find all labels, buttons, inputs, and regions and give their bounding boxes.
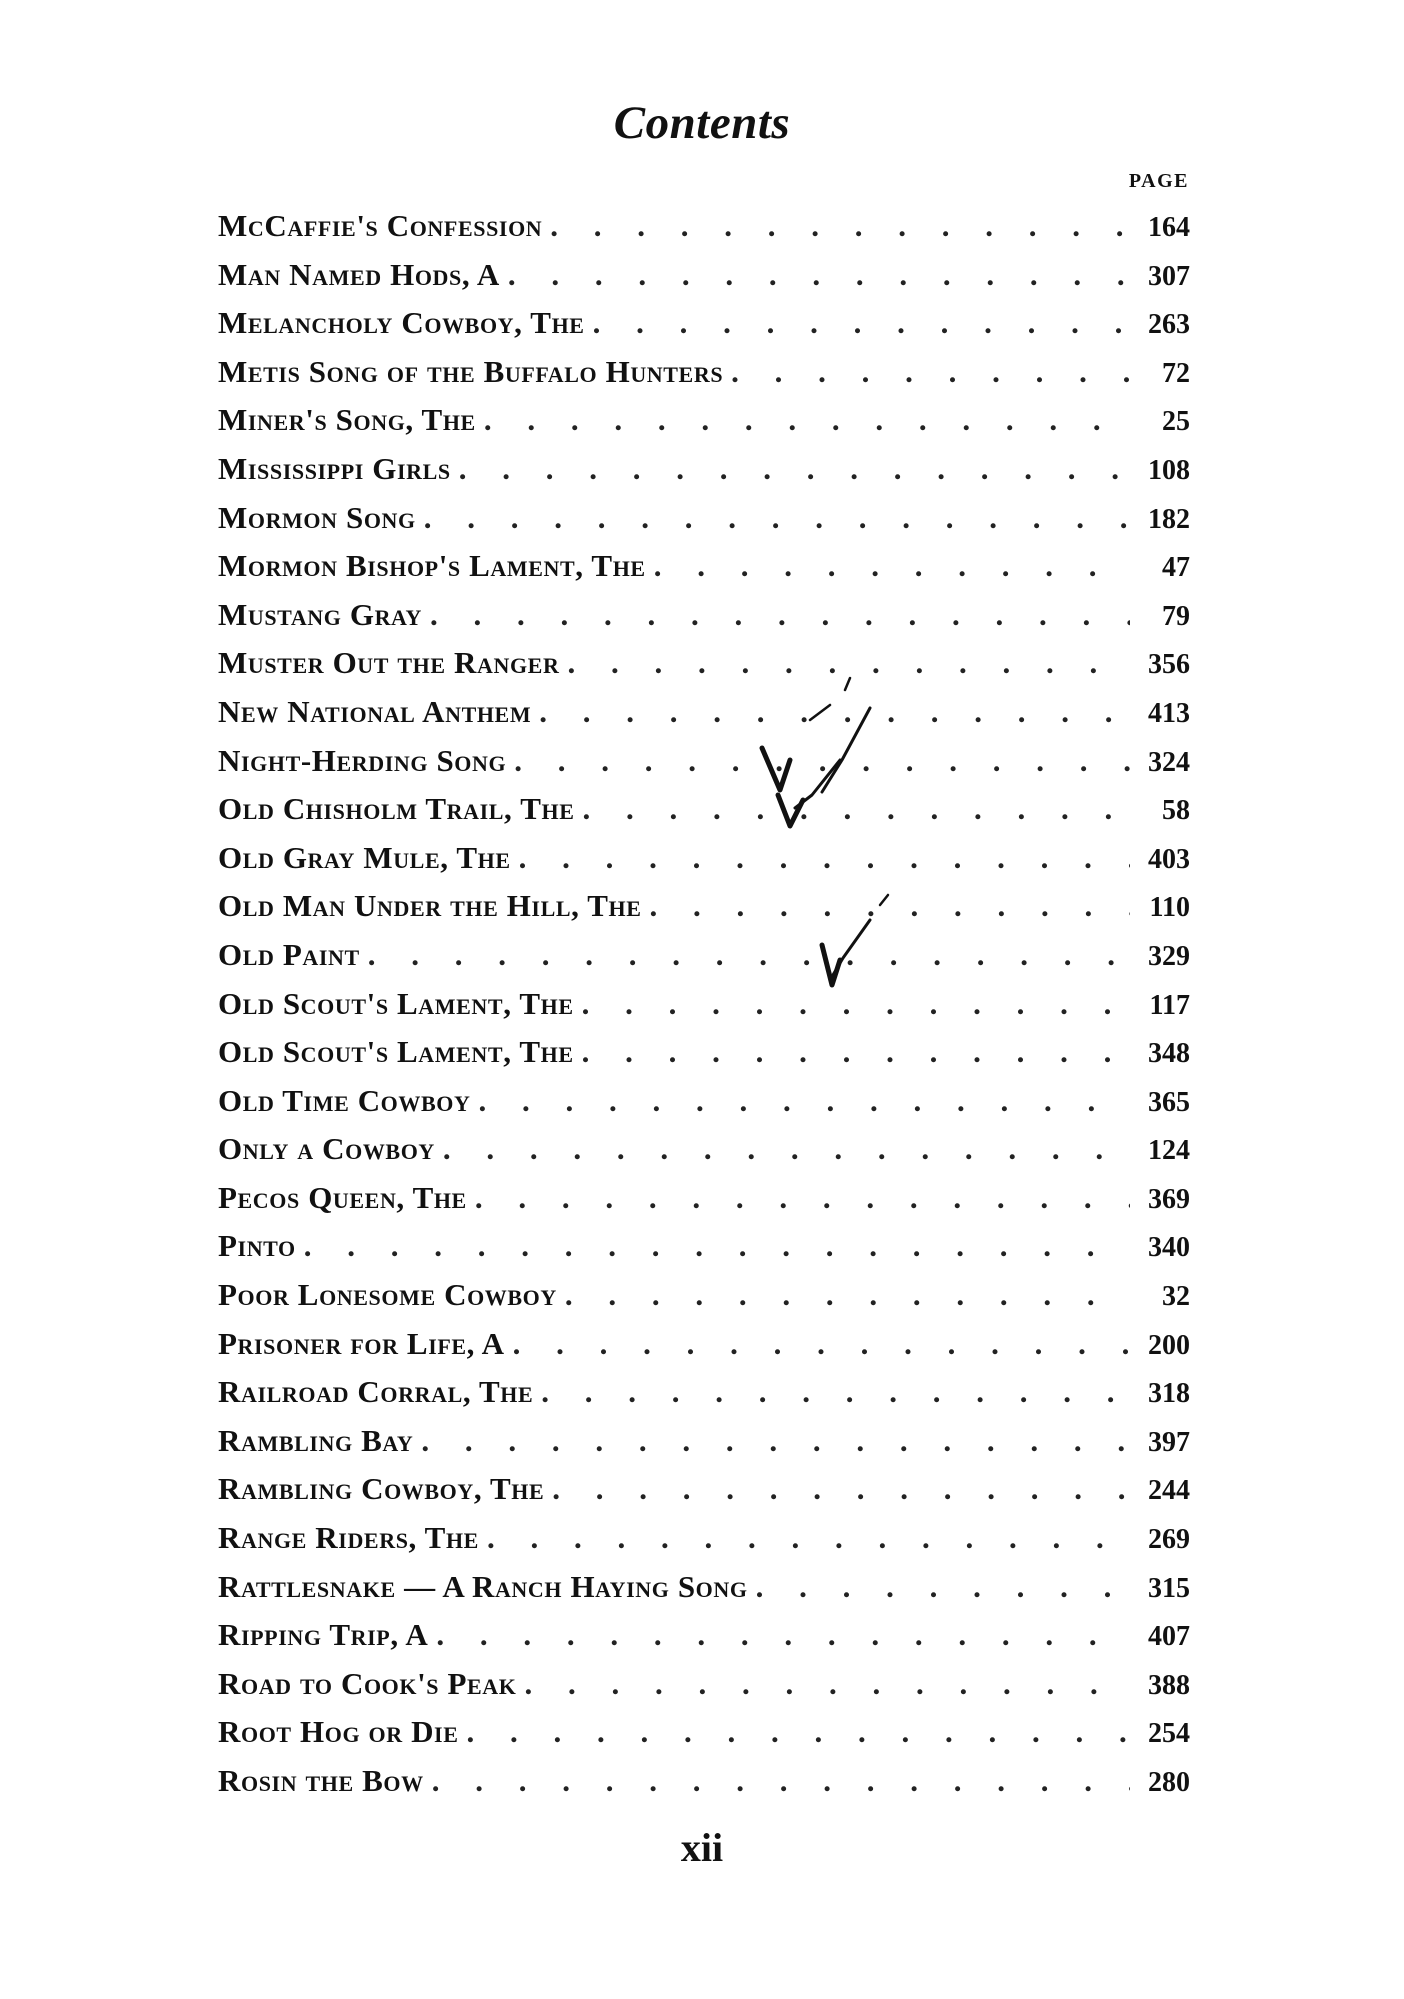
- toc-entry: [218, 396, 1190, 445]
- toc-entry-page-number: 340: [1148, 1232, 1190, 1264]
- toc-entry-page-number: 348: [1148, 1038, 1190, 1070]
- toc-entry-title: Miner's Song, The: [218, 402, 476, 438]
- toc-entry-page-number: 280: [1148, 1767, 1190, 1798]
- toc-entry-title: New National Anthem: [218, 693, 532, 729]
- toc-dot-leader: [756, 1563, 1130, 1612]
- toc-entry-page-number: 164: [1148, 212, 1190, 243]
- toc-entry: [218, 1465, 1190, 1514]
- page-title: Contents: [613, 97, 791, 149]
- toc-dot-leader: [432, 1757, 1130, 1806]
- toc-entry-title: Old Paint: [218, 936, 360, 972]
- toc-entry-page-number: 365: [1148, 1086, 1190, 1118]
- toc-entry: [218, 1028, 1190, 1077]
- toc-dot-leader: [487, 1514, 1130, 1563]
- toc-entry-page-number: 200: [1148, 1329, 1190, 1361]
- toc-entry-title: Pecos Queen, The: [218, 1179, 467, 1215]
- toc-dot-leader: [519, 834, 1130, 883]
- toc-dot-leader: [582, 1028, 1130, 1077]
- toc-entry: [218, 639, 1190, 688]
- toc-entry: [218, 1611, 1190, 1660]
- toc-entry-title: Old Chisholm Trail, The: [218, 791, 575, 827]
- toc-dot-leader: [475, 1174, 1130, 1223]
- toc-entry-title: Rambling Bay: [218, 1422, 414, 1458]
- toc-dot-leader: [424, 494, 1130, 543]
- toc-entry: [218, 1368, 1190, 1417]
- toc-entry: [218, 1757, 1190, 1806]
- toc-dot-leader: [550, 202, 1130, 251]
- toc-entry: [218, 785, 1190, 834]
- toc-entry: [218, 980, 1190, 1029]
- toc-entry: [218, 202, 1190, 251]
- toc-dot-leader: [565, 1271, 1130, 1320]
- table-of-contents: [218, 202, 1190, 1806]
- toc-entry: [218, 299, 1190, 348]
- toc-dot-leader: [467, 1708, 1131, 1757]
- toc-dot-leader: [421, 1417, 1130, 1466]
- toc-entry-page-number: 369: [1148, 1183, 1190, 1215]
- toc-entry-page-number: 269: [1148, 1524, 1190, 1556]
- toc-entry-title: Pinto: [218, 1228, 296, 1264]
- toc-dot-leader: [567, 639, 1130, 688]
- toc-dot-leader: [514, 737, 1130, 786]
- toc-entry-title: Mississippi Girls: [218, 450, 451, 486]
- toc-entry-title: Poor Lonesome Cowboy: [218, 1277, 557, 1313]
- toc-entry-title: Night-Herding Song: [218, 742, 507, 778]
- toc-entry-title: Mormon Song: [218, 499, 416, 535]
- toc-dot-leader: [593, 299, 1130, 348]
- toc-dot-leader: [368, 931, 1130, 980]
- toc-dot-leader: [582, 785, 1130, 834]
- toc-dot-leader: [508, 251, 1130, 300]
- toc-entry-title: Rambling Cowboy, The: [218, 1471, 545, 1507]
- toc-entry-page-number: 32: [1162, 1281, 1190, 1313]
- toc-entry-title: Man Named Hods, A: [218, 256, 500, 292]
- toc-entry-page-number: 407: [1148, 1621, 1190, 1653]
- toc-entry: [218, 348, 1190, 397]
- toc-entry-title: Mustang Gray: [218, 596, 423, 632]
- toc-dot-leader: [478, 1077, 1130, 1126]
- toc-entry: [218, 1563, 1190, 1612]
- toc-dot-leader: [436, 1611, 1130, 1660]
- toc-entry-page-number: 324: [1148, 746, 1190, 778]
- toc-dot-leader: [541, 1368, 1130, 1417]
- toc-entry-page-number: 307: [1148, 260, 1190, 292]
- toc-entry-page-number: 124: [1148, 1135, 1190, 1167]
- toc-entry: [218, 1708, 1190, 1757]
- toc-entry-title: Old Scout's Lament, The: [218, 985, 574, 1021]
- toc-dot-leader: [443, 1125, 1130, 1174]
- toc-entry-title: Melancholy Cowboy, The: [218, 305, 585, 341]
- toc-entry: [218, 834, 1190, 883]
- page-folio: xii: [680, 1825, 724, 1870]
- toc-entry-page-number: 329: [1148, 940, 1190, 972]
- toc-entry: [218, 1222, 1190, 1271]
- toc-entry: [218, 1174, 1190, 1223]
- toc-dot-leader: [459, 445, 1130, 494]
- toc-entry-page-number: 110: [1149, 892, 1190, 924]
- toc-entry-title: Railroad Corral, The: [218, 1374, 534, 1410]
- toc-entry-title: Range Riders, The: [218, 1520, 479, 1556]
- toc-entry-page-number: 397: [1148, 1426, 1190, 1458]
- toc-entry-title: Old Man Under the Hill, The: [218, 888, 642, 924]
- toc-entry: [218, 1514, 1190, 1563]
- toc-entry: [218, 882, 1190, 931]
- toc-entry-page-number: 117: [1149, 989, 1190, 1021]
- toc-entry-page-number: 58: [1162, 795, 1190, 827]
- toc-entry-page-number: 413: [1148, 697, 1190, 729]
- toc-entry-title: Rattlesnake — A Ranch Haying Song: [218, 1568, 748, 1604]
- toc-dot-leader: [430, 591, 1130, 640]
- toc-entry: [218, 1660, 1190, 1709]
- toc-entry-page-number: 315: [1148, 1572, 1190, 1604]
- toc-entry-title: Prisoner for Life, A: [218, 1325, 505, 1361]
- toc-entry-page-number: 182: [1148, 503, 1190, 535]
- toc-entry-page-number: 244: [1148, 1475, 1190, 1507]
- toc-dot-leader: [552, 1465, 1130, 1514]
- toc-entry: [218, 1417, 1190, 1466]
- toc-entry-title: Muster Out the Ranger: [218, 645, 560, 681]
- toc-entry-title: Road to Cook's Peak: [218, 1665, 517, 1701]
- toc-entry-title: McCaffie's Confession: [218, 208, 543, 243]
- toc-entry-page-number: 25: [1162, 406, 1190, 438]
- toc-entry-page-number: 263: [1148, 309, 1190, 341]
- toc-entry-title: Metis Song of the Buffalo Hunters: [218, 353, 724, 389]
- toc-entry-page-number: 47: [1162, 552, 1190, 584]
- toc-dot-leader: [513, 1320, 1130, 1369]
- toc-entry-title: Old Scout's Lament, The: [218, 1034, 574, 1070]
- toc-entry-title: Rosin the Bow: [218, 1763, 424, 1798]
- toc-entry: [218, 737, 1190, 786]
- toc-entry-page-number: 388: [1148, 1669, 1190, 1701]
- toc-entry-page-number: 356: [1148, 649, 1190, 681]
- toc-entry: [218, 591, 1190, 640]
- toc-dot-leader: [539, 688, 1130, 737]
- toc-dot-leader: [650, 882, 1130, 931]
- toc-entry: [218, 251, 1190, 300]
- toc-entry-title: Ripping Trip, A: [218, 1617, 429, 1653]
- toc-entry: [218, 445, 1190, 494]
- page-column-label: PAGE: [1128, 170, 1189, 192]
- toc-entry: [218, 688, 1190, 737]
- toc-entry: [218, 542, 1190, 591]
- toc-entry: [218, 1271, 1190, 1320]
- toc-entry-page-number: 254: [1148, 1718, 1190, 1750]
- toc-entry-page-number: 318: [1148, 1378, 1190, 1410]
- toc-entry: [218, 1125, 1190, 1174]
- toc-entry-title: Mormon Bishop's Lament, The: [218, 548, 646, 584]
- toc-entry: [218, 1320, 1190, 1369]
- toc-dot-leader: [582, 980, 1130, 1029]
- toc-entry: [218, 931, 1190, 980]
- toc-entry-title: Old Time Cowboy: [218, 1082, 471, 1118]
- toc-entry-page-number: 72: [1162, 357, 1190, 389]
- toc-entry-title: Root Hog or Die: [218, 1714, 459, 1750]
- toc-entry-title: Old Gray Mule, The: [218, 839, 511, 875]
- toc-entry-page-number: 108: [1148, 454, 1190, 486]
- toc-dot-leader: [484, 396, 1130, 445]
- toc-entry-title: Only a Cowboy: [218, 1131, 435, 1167]
- toc-entry-page-number: 403: [1148, 843, 1190, 875]
- toc-dot-leader: [525, 1660, 1131, 1709]
- toc-entry: [218, 1077, 1190, 1126]
- toc-entry-page-number: 79: [1162, 600, 1190, 632]
- toc-dot-leader: [304, 1222, 1130, 1271]
- toc-dot-leader: [654, 542, 1130, 591]
- toc-entry: [218, 494, 1190, 543]
- toc-dot-leader: [731, 348, 1130, 397]
